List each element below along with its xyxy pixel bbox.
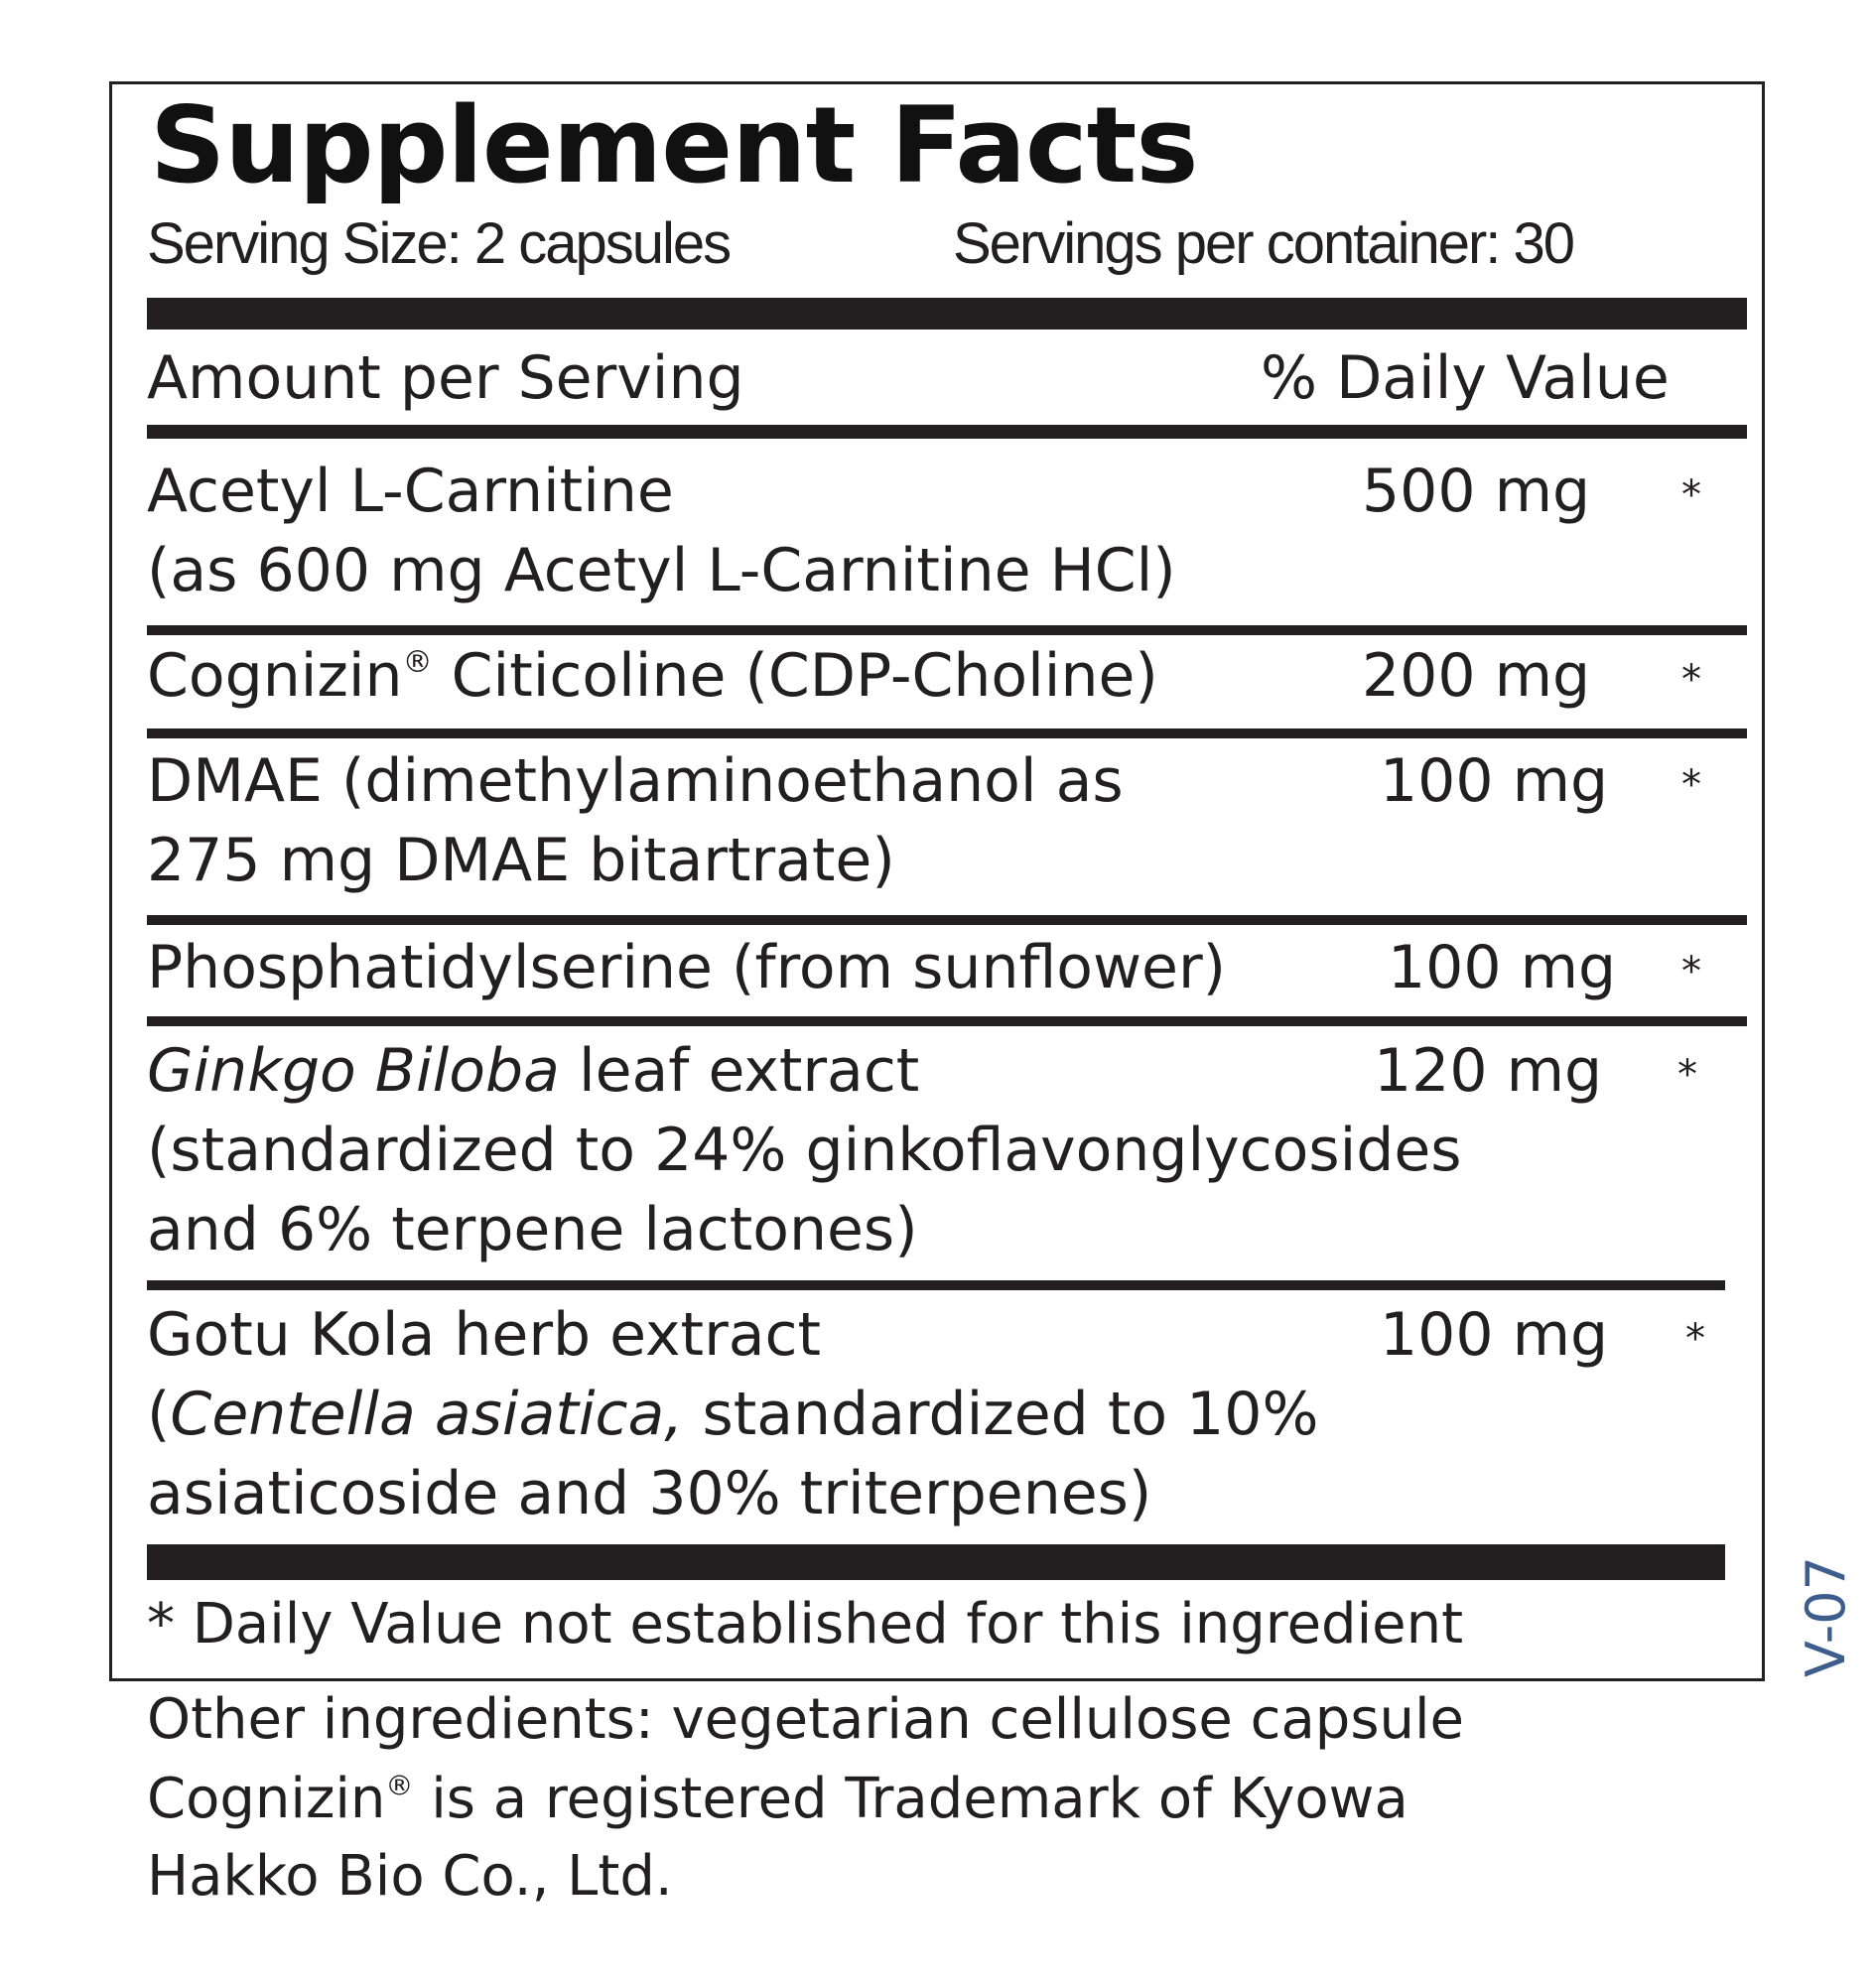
ingredient-amount: 500 mg [1362,457,1591,526]
botanical-name: Centella asiatica, [170,1380,684,1449]
ingredient-detail: 275 mg DMAE bitartrate) [147,826,895,895]
ingredient-name: Cognizin® Citicoline (CDP-Choline) [147,641,1158,711]
ingredient-detail: (Centella asiatica, standardized to 10% [147,1380,1319,1449]
ingredient-detail: (as 600 mg Acetyl L-Carnitine HCl) [147,536,1176,605]
divider [147,728,1747,738]
ingredient-detail: asiaticoside and 30% triterpenes) [147,1459,1152,1528]
serving-size: Serving Size: 2 capsules [147,211,731,276]
botanical-name: Ginkgo Biloba [147,1036,560,1106]
version-code: V-07 [1795,1556,1857,1677]
thick-divider-top [147,298,1747,330]
ingredient-name: Gotu Kola herb extract [147,1300,822,1370]
ingredient-detail: and 6% terpene lactones) [147,1195,918,1264]
divider [147,425,1747,439]
daily-value-asterisk: * [1681,472,1701,518]
registered-mark: ® [402,645,433,680]
ingredient-name: Phosphatidylserine (from sunflower) [147,933,1227,1002]
divider [147,1016,1747,1026]
footnote: * Daily Value not established for this ingredient [147,1592,1464,1656]
ingredient-amount: 200 mg [1362,641,1591,711]
thick-divider-bottom [147,1544,1725,1580]
daily-value-asterisk: * [1681,657,1701,703]
ingredient-amount: 100 mg [1388,933,1617,1002]
registered-mark: ® [385,1769,414,1802]
ingredient-name: DMAE (dimethylaminoethanol as [147,746,1124,816]
other-ingredients: Other ingredients: vegetarian cellulose capsule [147,1687,1464,1752]
daily-value-header: % Daily Value [1261,343,1670,413]
ingredient-detail: (standardized to 24% ginkoflavonglycosides [147,1116,1462,1185]
amount-per-serving-header: Amount per Serving [147,343,744,413]
ingredient-amount: 100 mg [1380,746,1609,816]
trademark-owner: Hakko Bio Co., Ltd. [147,1844,673,1909]
daily-value-asterisk: * [1685,1316,1705,1362]
daily-value-asterisk: * [1677,1052,1697,1098]
daily-value-asterisk: * [1681,762,1701,808]
panel-title: Supplement Facts [150,84,1198,206]
servings-per-container: Servings per container: 30 [953,211,1574,276]
trademark-note: Cognizin® is a registered Trademark of Kyowa [147,1767,1408,1831]
daily-value-asterisk: * [1681,949,1701,994]
divider [147,625,1747,635]
ingredient-name: Acetyl L-Carnitine [147,457,674,526]
ingredient-name: Ginkgo Biloba leaf extract [147,1036,920,1106]
ingredient-amount: 100 mg [1380,1300,1609,1370]
divider [147,1280,1725,1290]
ingredient-amount: 120 mg [1374,1036,1603,1106]
divider [147,915,1747,925]
